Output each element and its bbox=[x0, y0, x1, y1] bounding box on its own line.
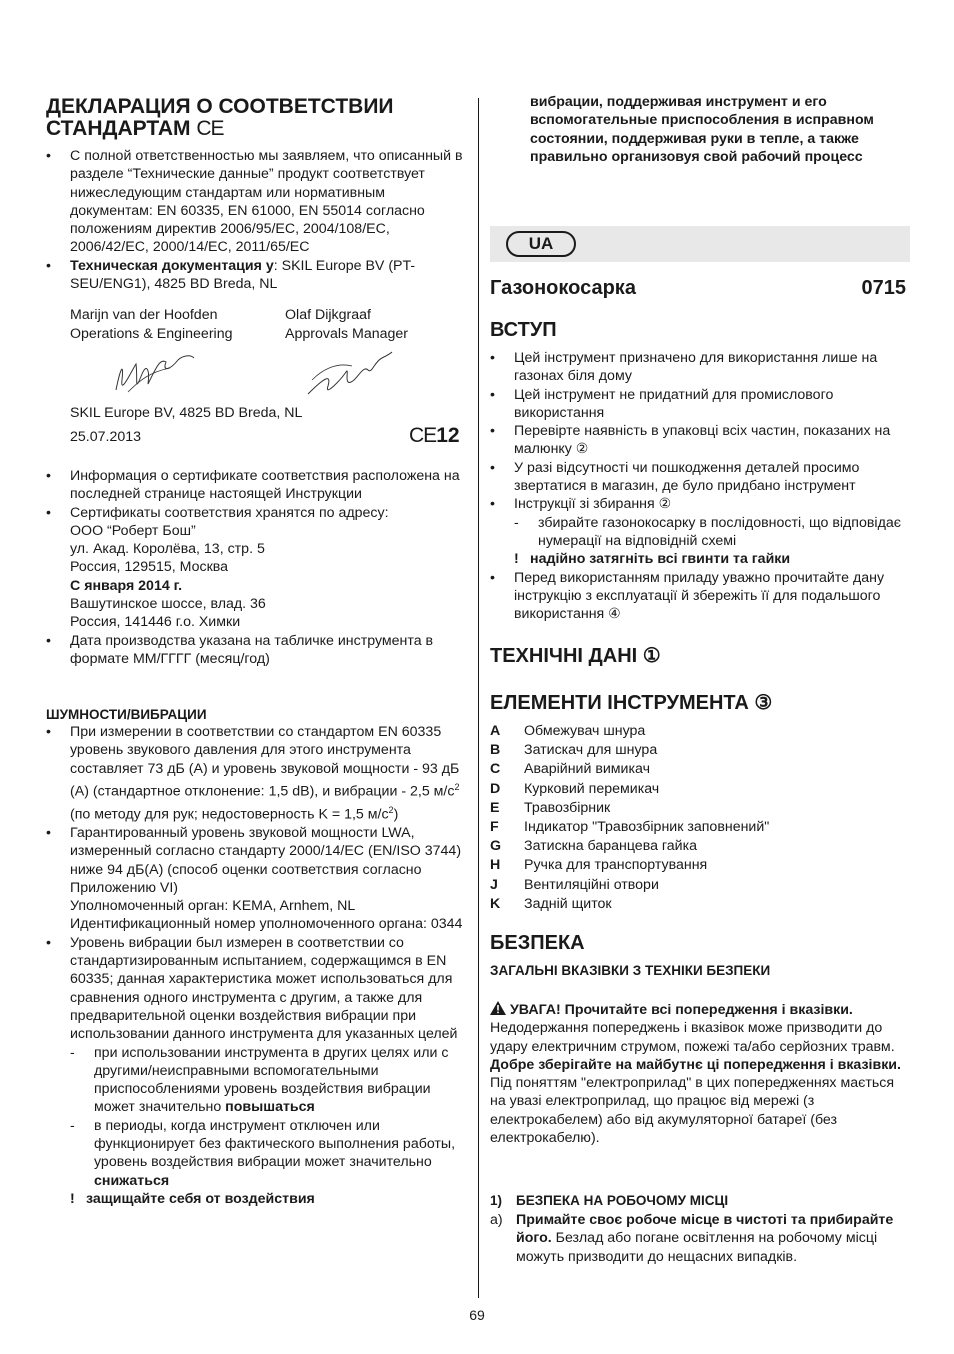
list-item: • Гарантированный уровень звуковой мощности LWA, измеренный согласно стандарту 2000/14/EC (EN/ISO 3744) ниже 94 дБ(A) (способ оценки соответствия согласно Приложению VI) Уполномоченный орган: KEMA, Arnhem, NL Идентификационный номер уполномоченного органа: 0344 bbox=[46, 824, 463, 933]
list-item: D Курковий перемикач bbox=[490, 780, 660, 797]
list-item: • Дата производства указана на табличке инструмента в формате ММ/ГГГГ (месяц/год) bbox=[46, 632, 434, 667]
list-item: • Перед використанням приладу уважно прочитайте дану інструкцію з експлуатації й збережіть її для подальшого використання ④ bbox=[490, 569, 885, 623]
elements-heading: ЕЛЕМЕНТИ ІНСТРУМЕНТА ③ bbox=[490, 692, 773, 714]
list-item: • Техническая документация у: SKIL Europe BV (PT-SEU/ENG1), 4825 BD Breda, NL bbox=[46, 257, 416, 293]
ce-icon: CE bbox=[409, 424, 437, 447]
list-item: • У разі відсутності чи пошкодження деталей просимо звертатися в магазин, де було придбано інструмент bbox=[490, 459, 860, 495]
list-item: G Затискна баранцева гайка bbox=[490, 838, 697, 855]
noise-heading: ШУМНОСТИ/ВИБРАЦИИ bbox=[46, 707, 207, 722]
list-item: • Перевірте наявність в упаковці всіх частин, показаних на малюнку ② bbox=[490, 423, 891, 458]
list-item: • При измерении в соответствии со стандартом EN 60335 уровень звукового давления для этого инструмента составляет 73 дБ (A) и уровень звуковой мощности - 93 дБ (A) (стандартное отклонение: 1,5 dB), и вибрации - 2,5 $м/с^2$ (по методу для рук; недостоверность K = 1,5 $м/с^2$) bbox=[46, 724, 460, 823]
list-item: • Информация о сертификате соответствия расположена на последней странице настоящей Инструкции bbox=[46, 468, 460, 503]
list-item: ! надійно затягніть всі гвинти та гайки bbox=[514, 551, 791, 568]
list-item: • Уровень вибрации был измерен в соответствии со стандартизированным испытанием, содержащимся в EN 60335; данная характеристика может использоваться для сравнения одного инструмента с другим, а также для предварительной оценки воздействия вибрации при использовании данного инструмента для указанных целей bbox=[46, 934, 458, 1043]
list-item: A Обмежувач шнура bbox=[490, 723, 646, 739]
language-badge: UA bbox=[506, 231, 576, 257]
list-item: H Ручка для транспортування bbox=[490, 857, 708, 874]
signer1-name: Marijn van der Hoofden bbox=[70, 307, 218, 323]
product-code: 0715 bbox=[861, 277, 906, 299]
list-item: C Аварійний вимикач bbox=[490, 761, 650, 778]
list-item: E Травозбірник bbox=[490, 799, 611, 816]
column-divider bbox=[478, 98, 479, 1298]
list-item: - в периоды, когда инструмент отключен или функционирует без фактического выполнения работы, уровень воздействия вибрации может значительно снижаться bbox=[70, 1117, 456, 1189]
list-item: • Інструкції зі збирання ② bbox=[490, 496, 672, 513]
list-item: • Цей інструмент призначено для використання лише на газонах біля дому bbox=[490, 350, 878, 385]
declaration-title: ДЕКЛАРАЦИЯ О СООТВЕТСТВИИ СТАНДАРТАМ CE bbox=[46, 95, 394, 140]
list-item: - збирайте газонокосарку в послідовності, що відповідає нумерації на відповідній схемі bbox=[514, 514, 901, 549]
signer2-role: Approvals Manager bbox=[285, 326, 409, 343]
list-item: F Індикатор "Травозбірник заповнений" bbox=[490, 819, 770, 836]
warning-paragraph: УВАГА! Прочитайте всі попередження і вказівки. Недодержання попереджень і вказівок може призводити до удару електричним струмом, пожежі та/або серйозних травм. Добре зберігайте на майбутнє ці попередження і вказівки. Під поняттям "електроприлад" в цих попередженнях мається на увазі електроприлад, що працює від мережі (з електрокабелем) або від акумуляторної батареї (без електрокабелю). bbox=[490, 1002, 901, 1147]
tech-data-heading: ТЕХНІЧНІ ДАНІ ① bbox=[490, 645, 661, 667]
list-item: - при использовании инструмента в других целях или с другими/неисправными вспомогательными приспособлениями уровень воздействия вибрации может значительно повышаться bbox=[70, 1044, 449, 1116]
intro-heading: ВСТУП bbox=[490, 319, 557, 341]
safety-heading: БЕЗПЕКА bbox=[490, 932, 585, 954]
signature-1 bbox=[110, 350, 200, 402]
ce12-mark: CE12 bbox=[409, 424, 460, 447]
list-item: • Сертификаты соответствия хранятся по адресу: ООО “Роберт Бош” ул. Акад. Королёва, 13, стр. 5 Россия, 129515, Москва С января 2014 г. Вашутинское шоссе, влад. 36 Россия, 141446 г.о. Химки bbox=[46, 504, 389, 631]
elements-list bbox=[490, 722, 910, 914]
list-item: a) Примайте своє робоче місце в чистоті та прибирайте його. Безлад або погане освітлення на робочому місці можуть призводити до нещасних випадків. bbox=[490, 1212, 894, 1265]
language-bar bbox=[490, 226, 910, 262]
safety-subheading: ЗАГАЛЬНІ ВКАЗІВКИ З ТЕХНІКИ БЕЗПЕКИ bbox=[490, 963, 771, 978]
page-number: 69 bbox=[469, 1307, 485, 1323]
list-item: B Затискач для шнура bbox=[490, 742, 658, 759]
signer1-role: Operations & Engineering bbox=[70, 326, 233, 343]
list-item: ! защищайте себя от воздействия bbox=[70, 1190, 315, 1207]
company-address: SKIL Europe BV, 4825 BD Breda, NL bbox=[70, 405, 303, 421]
warning-icon bbox=[490, 1001, 506, 1015]
list-item: K Задній щиток bbox=[490, 895, 612, 912]
ce-icon: CE bbox=[196, 117, 224, 140]
list-item: • С полной ответственностью мы заявляем, что описанный в разделе “Технические данные” продукт соответствует нижеследующим стандартам или нормативным документам: EN 60335, EN 61000, EN 55014 согласно положениям директив 2006/95/EC, 2004/108/EC, 2006/42/EC, 2000/14/EC, 2011/65/EC bbox=[46, 148, 463, 256]
workspace-heading: 1) БЕЗПЕКА НА РОБОЧОМУ МІСЦІ bbox=[490, 1193, 729, 1208]
continued-text: вибрации, поддерживая инструмент и его вспомогательные приспособления в исправном состоянии, поддерживая руки в тепле, а также правильно организовуя свой рабочий процесс bbox=[530, 94, 874, 165]
list-item: • Цей інструмент не придатний для промислового використання bbox=[490, 386, 834, 421]
signer2-name: Olaf Dijkgraaf bbox=[285, 307, 371, 323]
product-name: Газонокосарка bbox=[490, 277, 636, 299]
signature-2 bbox=[302, 350, 398, 402]
list-item: J Вентиляційні отвори bbox=[490, 876, 659, 893]
declaration-date: 25.07.2013 bbox=[70, 429, 142, 445]
